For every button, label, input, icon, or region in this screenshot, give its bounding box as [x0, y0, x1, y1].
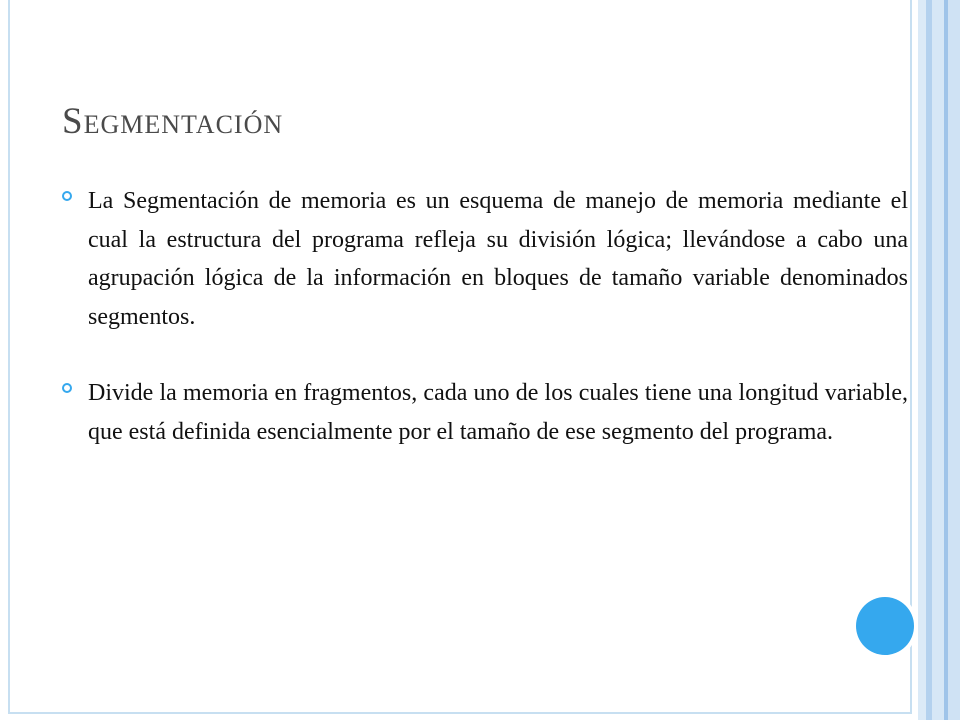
bullet-text: Divide la memoria en fragmentos, cada uno de los cuales tiene una longitud variable, que está definida esencialmente por el tamaño de ese segmento del programa.	[88, 380, 908, 445]
slide-title: Segmentación	[62, 101, 284, 142]
decorative-stripe	[948, 0, 960, 720]
bullet-text: La Segmentación de memoria es un esquema de manejo de memoria mediante el cual la estructura del programa refleja su división lógica; llevándose a cabo una agrupación lógica de la información en bloques de tamaño variable denominados segmentos.	[88, 188, 908, 330]
decorative-stripe	[932, 0, 944, 720]
bullet-item	[62, 374, 908, 451]
bullet-list	[62, 182, 908, 451]
decorative-stripe	[918, 0, 926, 720]
bullet-circle-icon	[62, 191, 72, 201]
decorative-circle	[856, 597, 914, 655]
bullet-circle-icon	[62, 383, 72, 393]
bullet-item	[62, 182, 908, 336]
